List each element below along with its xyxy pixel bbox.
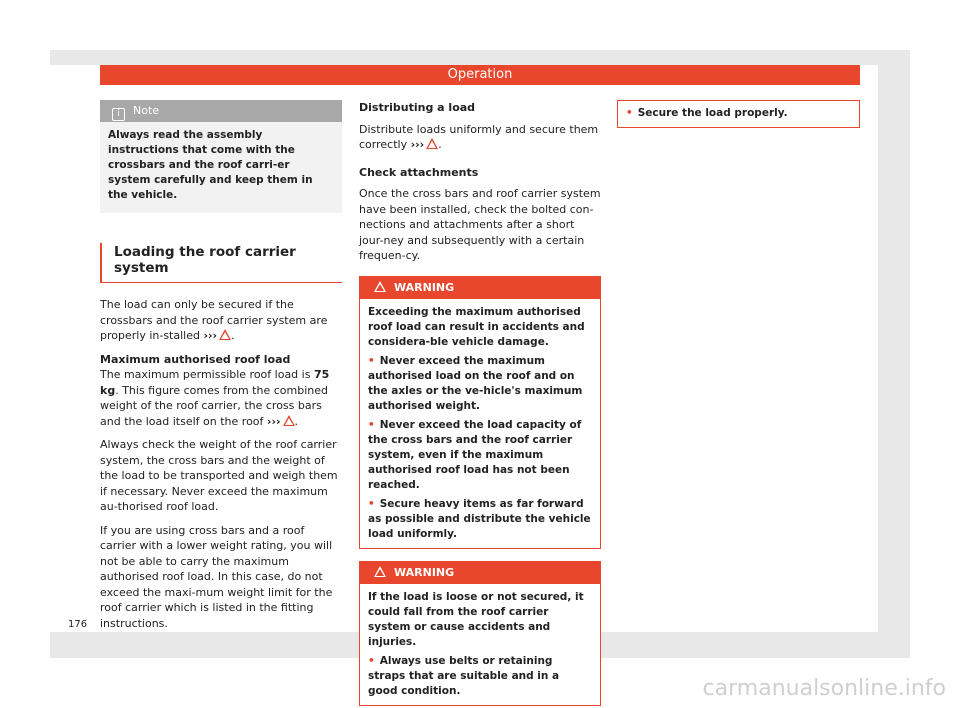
cross-reference-arrows[interactable]: ››› xyxy=(203,329,218,342)
check-weight-paragraph: Always check the weight of the roof carrier system, the cross bars and the weight of the load to be transported and weigh them if necessary. Never exceed the maximum au-thorised roof load. xyxy=(100,438,338,513)
secure-load-text: • Secure the load properly. xyxy=(626,107,788,119)
warning-intro: If the load is loose or not secured, it could fall from the roof carrier system or cause accidents and injuries. xyxy=(368,590,584,648)
warning-bullet: • Always use belts or retaining straps that are suitable and in a good condition. xyxy=(368,654,592,699)
warning-triangle-icon xyxy=(219,329,231,340)
check-attachments-paragraph: Once the cross bars and roof carrier system have been installed, check the bolted con-nections and attachments after a short jour-ney and subsequently with a certain frequen-cy. xyxy=(359,187,601,262)
max-load-title: Maximum authorised roof load xyxy=(100,352,291,366)
warning-bullet: • Never exceed the load capacity of the cross bars and the roof carrier system, even if the maximum authorised roof load has not been reached. xyxy=(368,418,592,493)
column-middle xyxy=(359,100,601,706)
warning-header xyxy=(360,277,600,299)
warning-box-overload xyxy=(359,276,601,549)
warning-label: WARNING xyxy=(394,280,455,294)
distributing-paragraph: Distribute loads uniformly and secure them correctly ››› . xyxy=(359,122,599,151)
warning-triangle-icon xyxy=(426,138,438,149)
warning-body xyxy=(360,299,600,548)
warning-intro: Exceeding the maximum authorised roof load can result in accidents and considera-ble vehicle damage. xyxy=(368,305,585,348)
section-title: Loading the roof carrier system xyxy=(100,243,342,283)
lower-rating-paragraph: If you are using cross bars and a roof carrier with a lower weight rating, you will not be able to carry the maximum authorised roof load. In this case, do not exceed the maxi-mum weight limit for the roof carrier which is listed in the fitting instructions. xyxy=(100,523,333,630)
warning-bullet: • Secure heavy items as far forward as possible and distribute the vehicle load uniformly. xyxy=(368,497,592,542)
warning-label: WARNING xyxy=(394,565,455,579)
note-label: Note xyxy=(133,104,160,117)
cross-reference-arrows[interactable]: ››› xyxy=(266,414,281,428)
page-header: Operation xyxy=(100,65,860,85)
warning-header xyxy=(360,562,600,584)
intro-text: The load can only be secured if the crossbars and the roof carrier system are properly in-stalled xyxy=(100,298,328,342)
watermark: carmanualsonline.info xyxy=(702,676,946,701)
warning-body xyxy=(360,584,600,705)
info-icon: i xyxy=(112,108,125,121)
note-text: Always read the assembly instructions that come with the crossbars and the roof carri-er system carefully and keep them in the vehicle. xyxy=(108,129,313,201)
distributing-text: Distribute loads uniformly and secure them correctly xyxy=(359,122,599,151)
warning-bullet: • Never exceed the maximum authorised load on the roof and on the axles or the ve-hicle's maximum authorised weight. xyxy=(368,354,592,414)
max-load-paragraph: The maximum permissible roof load is 75 kg. This figure comes from the combined weight of the roof carrier, the cross bars and the load itself on the roof ››› . xyxy=(100,368,330,428)
warning-icon xyxy=(374,566,386,577)
note-header xyxy=(100,100,342,122)
note-box xyxy=(100,100,342,213)
warning-box-loose-load xyxy=(359,561,601,706)
distributing-title: Distributing a load xyxy=(359,101,476,114)
page-number: 176 xyxy=(68,619,88,630)
max-load-text: The maximum permissible roof load is xyxy=(100,368,311,381)
warning-icon xyxy=(374,281,386,292)
intro-paragraph: The load can only be secured if the crossbars and the roof carrier system are properly in-stalled ››› . xyxy=(100,298,328,342)
column-left xyxy=(100,100,342,631)
column-right xyxy=(617,100,860,128)
cross-reference-arrows[interactable]: ››› xyxy=(410,138,425,151)
check-attachments-title: Check attachments xyxy=(359,165,479,179)
max-load-value: 75 kg xyxy=(100,368,330,397)
secure-load-box xyxy=(617,100,860,128)
warning-triangle-icon xyxy=(283,415,295,426)
max-load-text-cont: . This figure comes from the combined weight of the roof carrier, the cross bars and the load itself on the roof xyxy=(100,383,328,428)
